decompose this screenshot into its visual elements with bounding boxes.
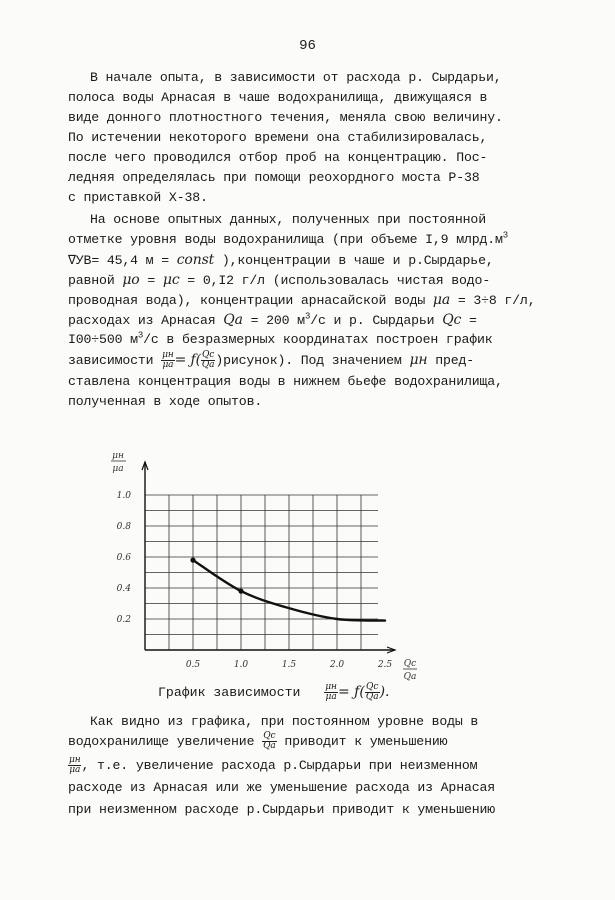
y-axis-label-den: μа <box>112 464 124 474</box>
text-line: $\frac{\mu н}{\mu а}$ , т.е. увеличение расхода р.Сырдарьи при неизменном <box>69 755 478 776</box>
text-line: полоса воды Арнасая в чаше водохранилища, движущаяся в <box>68 90 488 105</box>
text-line: водохранилище увеличение $\frac{Qс}{Qа}$ приводит к уменьшению <box>68 731 448 752</box>
x-tick-label: 2.0 <box>329 660 345 670</box>
handwritten-symbol: μн <box>409 352 428 368</box>
y-axis-label-num: μн <box>112 451 124 461</box>
figure-caption: График зависимости $\frac{\mu н}{\mu а}$ = ƒ( $\frac{Qс}{Qа}$ ). <box>158 682 390 702</box>
caption-label: График зависимости <box>158 684 301 700</box>
text-line: зависимости $\frac{\mu н}{\mu а}$ = ƒ( $\frac{Qс}{Qа}$ )рисунок). Под значением μн пред- <box>68 350 475 371</box>
x-tick-label: 1.0 <box>233 660 249 670</box>
fraction: $\frac{Qс}{Qа}$ <box>263 731 276 752</box>
text-line: расходах из Арнасая Qа = 200 $м^3/с$ и р. Сырдарьи Qс = <box>68 311 477 328</box>
x-axis-label-den: Qа <box>403 672 417 682</box>
text-line: виде донного плотностного течения, меняла свою величину. <box>68 110 503 125</box>
chart-series <box>190 558 385 621</box>
text-line: В начале опыта, в зависимости от расхода р. Сырдарьи, <box>90 70 502 85</box>
chart-grid <box>145 495 378 650</box>
text-line: ледняя определялась при помощи реохордного моста Р-38 <box>68 170 480 185</box>
page-number: 96 <box>299 38 316 54</box>
x-tick-label: 2.5 <box>377 660 393 670</box>
chart-ticks <box>117 491 393 670</box>
chart-labels <box>111 451 417 682</box>
text-line: расходе из Арнасая или же уменьшение расхода из Арнасая <box>68 780 496 795</box>
text-line: проводная вода), концентрации арнасайской воды μа = 3÷8 г/л, <box>68 292 536 308</box>
text-line: при неизменном расходе р.Сырдарьи приводит к уменьшению <box>68 802 496 817</box>
handwritten-symbol: Qа <box>223 312 243 328</box>
text-line: равной μо = μс = 0,I2 г/л (использовалась чистая водо- <box>68 272 491 288</box>
fraction: $\frac{Qс}{Qа}$ <box>201 350 215 371</box>
text-line: Как видно из графика, при постоянном уровне воды в <box>90 714 479 729</box>
text-line: ставлена концентрация воды в нижнем бьефе водохранилища, <box>68 374 503 389</box>
data-point <box>190 558 195 563</box>
handwritten-const: const <box>176 252 215 268</box>
handwritten-symbol: μс <box>162 272 180 288</box>
text-line: после чего проводился отбор проб на концентрацию. Пос- <box>68 150 488 165</box>
text-line: отметке уровня воды водохранилища (при объеме I,9 $млрд.м^3$ <box>68 230 509 247</box>
fraction: $\frac{\mu н}{\mu а}$ <box>325 682 337 702</box>
handwritten-symbol: μа <box>432 292 451 308</box>
x-tick-label: 1.5 <box>281 660 297 670</box>
x-axis-label-num: Qс <box>403 659 417 669</box>
y-tick-label: 0.2 <box>116 615 131 625</box>
x-tick-label: 0.5 <box>185 660 201 670</box>
text-line: На основе опытных данных, полученных при постоянной <box>90 212 486 227</box>
text-line: I00÷500 $м^3/с$ в безразмерных координатах построен график <box>68 330 493 347</box>
y-tick-label: 1.0 <box>116 491 131 501</box>
text-line: ∇УВ= 45,4 м = const ),концентрации в чаше и р.Сырдарье, <box>68 252 494 268</box>
text-line: с приставкой Х-38. <box>68 190 208 205</box>
fraction: $\frac{\mu н}{\mu а}$ <box>69 755 81 776</box>
data-point <box>238 589 243 594</box>
y-tick-label: 0.4 <box>116 584 131 594</box>
y-tick-label: 0.6 <box>116 553 131 563</box>
chart-axes <box>142 462 395 653</box>
text-line: полученная в ходе опытов. <box>68 394 263 409</box>
text-line: По истечении некоторого времени она стабилизировалась, <box>68 130 488 145</box>
handwritten-symbol: Qс <box>442 312 462 328</box>
handwritten-symbol: μо <box>122 272 140 288</box>
fraction: $\frac{\mu н}{\mu а}$ <box>162 350 174 371</box>
y-tick-label: 0.8 <box>116 522 131 532</box>
fraction: $\frac{Qс}{Qа}$ <box>365 682 379 702</box>
